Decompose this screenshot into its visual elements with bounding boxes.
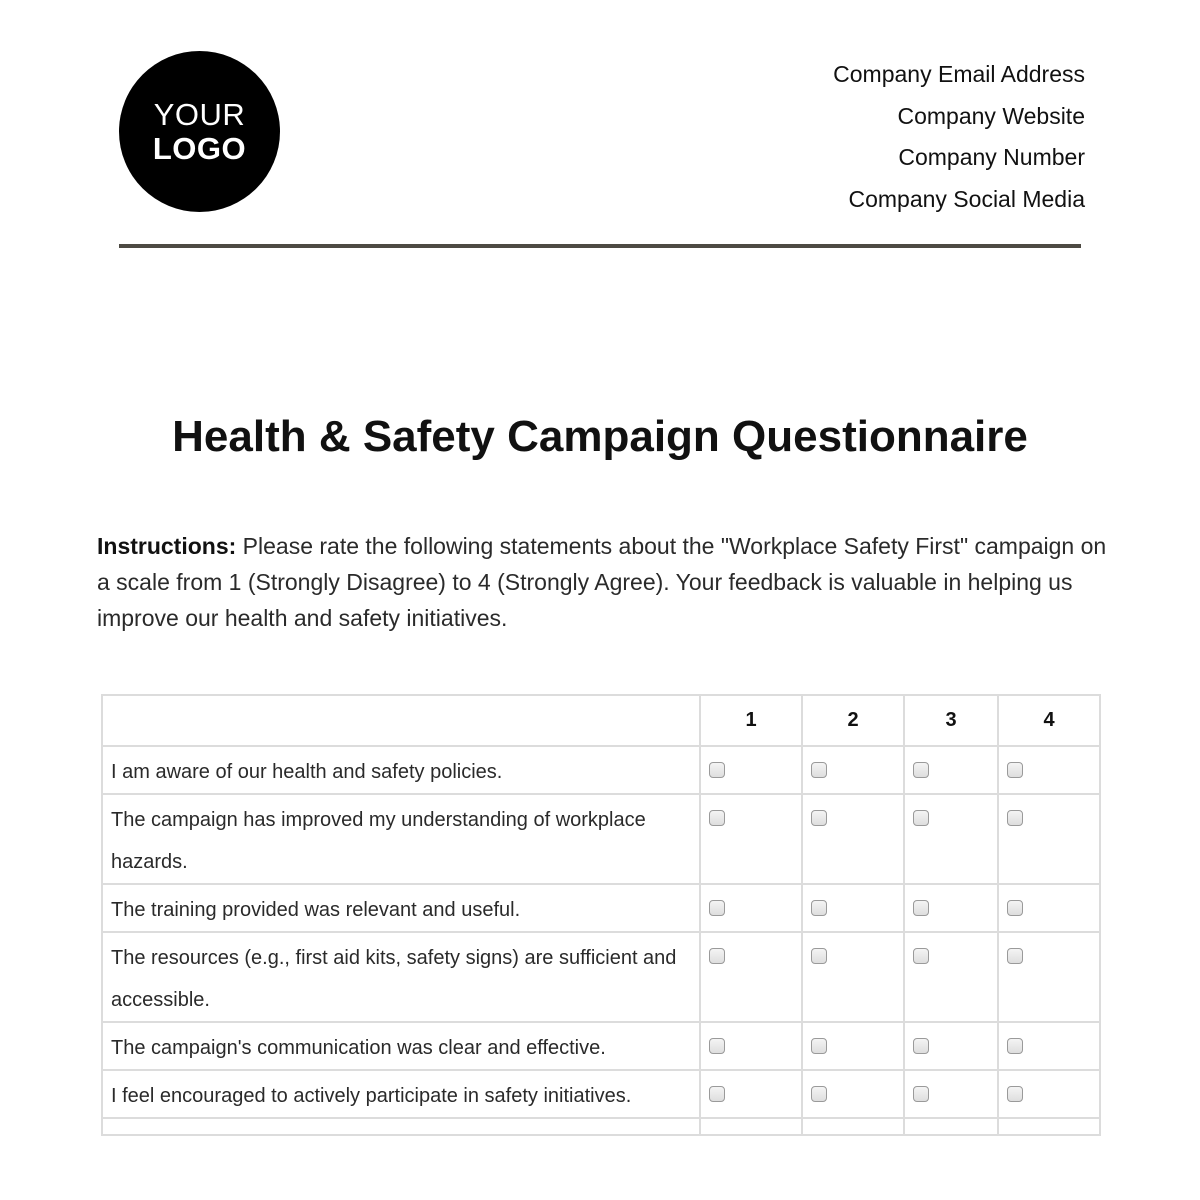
- rating-cell: [998, 932, 1100, 1022]
- rating-2-checkbox[interactable]: [811, 762, 827, 778]
- rating-4-checkbox[interactable]: [1007, 1038, 1023, 1054]
- page-title: Health & Safety Campaign Questionnaire: [172, 412, 1028, 461]
- rating-4-checkbox[interactable]: [1007, 948, 1023, 964]
- rating-3-checkbox[interactable]: [913, 948, 929, 964]
- table-row: [102, 1118, 1100, 1135]
- rating-cell: [802, 1070, 904, 1118]
- rating-2-checkbox[interactable]: [811, 900, 827, 916]
- rating-cell: [700, 932, 802, 1022]
- rating-cell: [700, 1070, 802, 1118]
- rating-cell: [700, 1022, 802, 1070]
- rating-cell: [700, 794, 802, 884]
- rating-3-checkbox[interactable]: [913, 762, 929, 778]
- rating-4-checkbox[interactable]: [1007, 900, 1023, 916]
- table-row: [102, 746, 1100, 794]
- rating-4-checkbox[interactable]: [1007, 762, 1023, 778]
- rating-cell: [904, 1118, 998, 1135]
- rating-cell: [802, 794, 904, 884]
- rating-4-checkbox[interactable]: [1007, 1086, 1023, 1102]
- rating-cell: [904, 884, 998, 932]
- company-website: Company Website: [897, 102, 1085, 129]
- rating-cell: [998, 1118, 1100, 1135]
- table-row: [102, 884, 1100, 932]
- rating-table: [101, 694, 1101, 1136]
- rating-cell: [904, 1070, 998, 1118]
- rating-1-checkbox[interactable]: [709, 900, 725, 916]
- rating-4-checkbox[interactable]: [1007, 810, 1023, 826]
- header-divider: [119, 244, 1081, 248]
- table-header-row: [102, 695, 1100, 746]
- rating-cell: [802, 932, 904, 1022]
- statement-cell: The training provided was relevant and useful.: [102, 884, 700, 932]
- rating-cell: [802, 1022, 904, 1070]
- rating-1-checkbox[interactable]: [709, 1038, 725, 1054]
- header-statement: [102, 695, 700, 746]
- rating-cell: [998, 794, 1100, 884]
- logo-line-1: YOUR: [153, 97, 246, 132]
- rating-cell: [700, 1118, 802, 1135]
- statement-cell: The campaign's communication was clear and effective.: [102, 1022, 700, 1070]
- rating-cell: [904, 794, 998, 884]
- instructions-paragraph: [97, 528, 1107, 636]
- rating-1-checkbox[interactable]: [709, 948, 725, 964]
- rating-1-checkbox[interactable]: [709, 1086, 725, 1102]
- rating-1-checkbox[interactable]: [709, 762, 725, 778]
- rating-cell: [904, 932, 998, 1022]
- header-rating-4: 4: [998, 695, 1100, 746]
- company-email: Company Email Address: [833, 61, 1085, 87]
- rating-3-checkbox[interactable]: [913, 1038, 929, 1054]
- rating-3-checkbox[interactable]: [913, 900, 929, 916]
- rating-cell: [998, 746, 1100, 794]
- rating-cell: [904, 1022, 998, 1070]
- rating-cell: [802, 1118, 904, 1135]
- header-rating-1: 1: [700, 695, 802, 746]
- company-logo: [119, 51, 280, 212]
- rating-cell: [802, 746, 904, 794]
- rating-cell: [700, 746, 802, 794]
- logo-line-2: LOGO: [152, 131, 247, 166]
- company-contact-block: [833, 54, 1085, 220]
- company-number: Company Number: [898, 144, 1085, 170]
- rating-cell: [802, 884, 904, 932]
- table-row: [102, 794, 1100, 884]
- rating-cell: [998, 1022, 1100, 1070]
- statement-cell: The campaign has improved my understanding of workplace hazards.: [102, 794, 700, 884]
- table-row: [102, 932, 1100, 1022]
- instructions-label: Instructions:: [97, 533, 237, 559]
- statement-cell: I am aware of our health and safety policies.: [102, 746, 700, 794]
- rating-cell: [998, 884, 1100, 932]
- header-rating-3: 3: [904, 695, 998, 746]
- statement-cell: I feel encouraged to actively participate in safety initiatives.: [102, 1070, 700, 1118]
- rating-2-checkbox[interactable]: [811, 948, 827, 964]
- rating-cell: [904, 746, 998, 794]
- rating-2-checkbox[interactable]: [811, 810, 827, 826]
- rating-2-checkbox[interactable]: [811, 1086, 827, 1102]
- header-rating-2: 2: [802, 695, 904, 746]
- company-social-media: Company Social Media: [848, 185, 1085, 212]
- rating-2-checkbox[interactable]: [811, 1038, 827, 1054]
- rating-3-checkbox[interactable]: [913, 1086, 929, 1102]
- table-row: [102, 1022, 1100, 1070]
- rating-1-checkbox[interactable]: [709, 810, 725, 826]
- table-row: [102, 1070, 1100, 1118]
- instructions-text: Please rate the following statements about the "Workplace Safety First" campaign on a scale from 1 (Strongly Disagree) to 4 (Strongly Agree). Your feedback is valuable in helping us improve our health and safety initiatives.: [97, 533, 1107, 631]
- statement-cell: [102, 1118, 700, 1135]
- rating-cell: [998, 1070, 1100, 1118]
- statement-cell: The resources (e.g., first aid kits, safety signs) are sufficient and accessible.: [102, 932, 700, 1022]
- rating-3-checkbox[interactable]: [913, 810, 929, 826]
- rating-cell: [700, 884, 802, 932]
